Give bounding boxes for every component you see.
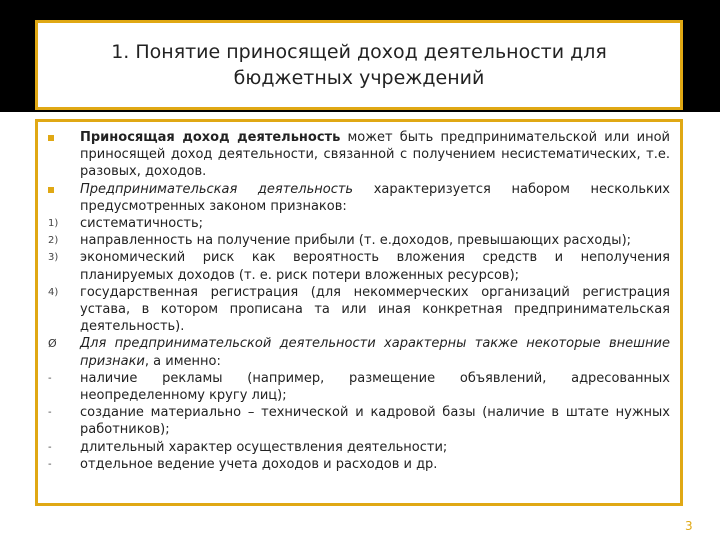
item-lead-term: Приносящая доход деятельность (80, 130, 341, 145)
item-text: направленность на получение прибыли (т. е.доходов, превышающих расходы); (80, 233, 632, 249)
item-text: государственная регистрация (для некоммерческих организаций регистрация устава, в котором прописана та или иная конкретная предпринимательская деятельность). (80, 284, 670, 335)
bullet-list (48, 129, 670, 473)
list-item (48, 284, 670, 336)
list-item (48, 456, 670, 473)
list-marker: - (48, 407, 52, 419)
list-item (48, 439, 670, 456)
item-text: может быть предпринимательской или иной приносящей доход деятельности, связанной с получением несистематических, т.е. разовых, доходов. (80, 130, 670, 180)
list-marker: - (48, 458, 52, 470)
title-box (35, 20, 683, 110)
list-item (48, 129, 670, 181)
arrow-bullet-icon: Ø (48, 337, 57, 351)
item-text: , а именно: (144, 353, 221, 369)
square-bullet-icon (48, 181, 72, 199)
list-marker: 2) (48, 235, 59, 247)
item-text: систематичность; (80, 216, 204, 232)
item-text: экономический риск как вероятность вложения средств и неполучения планируемых доходов (т. е. риск потери вложенных ресурсов); (80, 250, 670, 283)
list-item (48, 404, 670, 438)
list-marker: - (48, 372, 52, 384)
list-marker: 3) (48, 252, 59, 264)
content-box (35, 119, 683, 506)
item-text: длительный характер осуществления деятельности; (80, 439, 448, 455)
list-marker: 4) (48, 286, 59, 298)
item-lead-term: Для предпринимательской деятельности характерны также некоторые внешние признаки (80, 336, 670, 369)
list-item (48, 335, 670, 369)
list-item (48, 215, 670, 232)
slide-title: 1. Понятие приносящей доход деятельности для бюджетных учреждений (111, 41, 607, 89)
list-item (48, 232, 670, 249)
item-text: наличие рекламы (например, размещение объявлений, адресованных неопределенному кругу лиц); (80, 370, 670, 404)
square-bullet-icon (48, 129, 72, 147)
list-item (48, 181, 670, 215)
list-item (48, 249, 670, 283)
page-number: 3 (685, 519, 693, 533)
item-text: отдельное ведение учета доходов и расходов и др. (80, 456, 438, 472)
item-text: создание материально – технической и кадровой базы (наличие в штате нужных работников); (80, 405, 670, 438)
list-item (48, 370, 670, 404)
item-lead-term: Предпринимательская деятельность (80, 181, 354, 197)
list-marker: - (48, 441, 52, 453)
item-text: характеризуется набором нескольких предусмотренных законом признаков: (80, 181, 670, 214)
list-marker: 1) (48, 218, 59, 230)
